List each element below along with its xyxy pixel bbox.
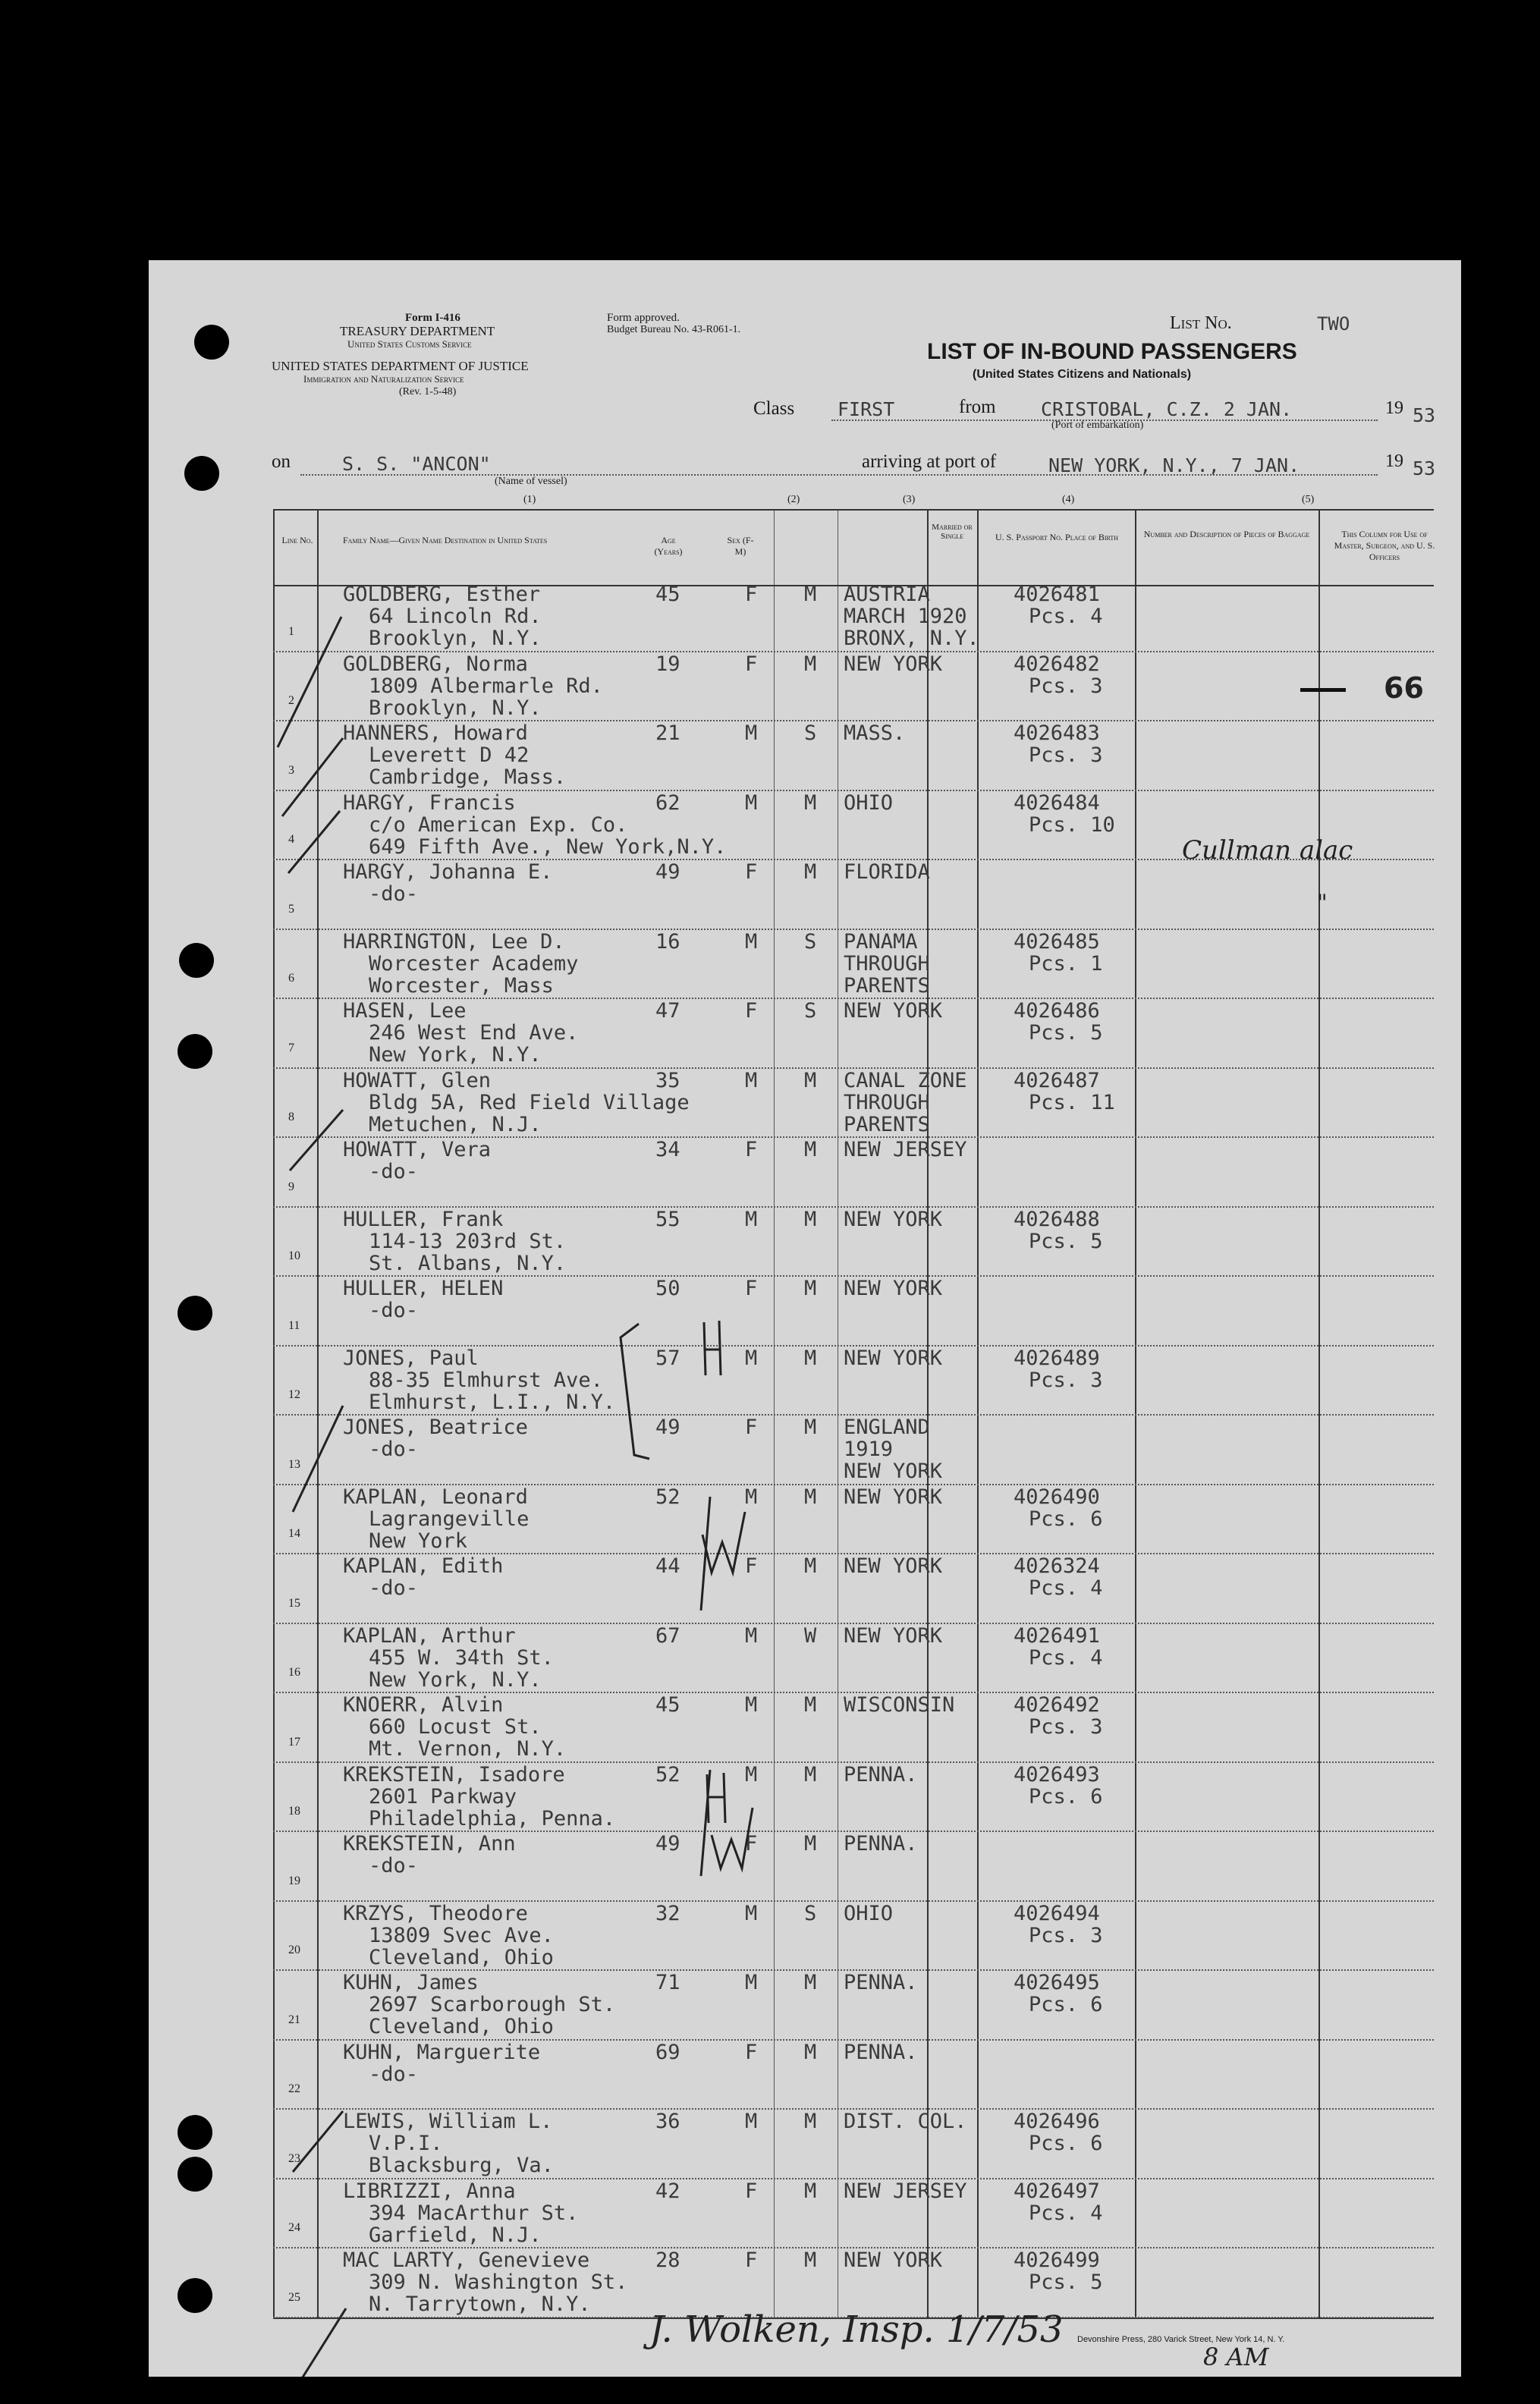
sex: F (745, 2179, 758, 2203)
age: 55 (655, 1207, 680, 1231)
family-name: HOWATT, Glen (343, 1068, 492, 1092)
address-line: Blacksburg, Va. (369, 2154, 554, 2177)
address-line: Cambridge, Mass. (369, 765, 567, 789)
baggage-pieces: Pcs. 1 (1029, 951, 1103, 976)
baggage-number: 4026489 (1014, 1346, 1100, 1370)
family-name: HANNERS, Howard (343, 721, 528, 745)
birth-place: NEW YORK (844, 1554, 943, 1578)
address-line: 2697 Scarborough St. (369, 1993, 616, 2016)
baggage-pieces: Pcs. 6 (1029, 1993, 1103, 2016)
marital-status: M (804, 1277, 817, 1300)
line-number: 25 (288, 2290, 300, 2304)
sex: M (745, 2110, 758, 2133)
sex: F (745, 1554, 758, 1578)
line-number: 5 (288, 902, 294, 916)
ins: Immigration and Naturalization Service (303, 373, 464, 385)
baggage-pieces: Pcs. 3 (1029, 1368, 1103, 1392)
customs-service: United States Customs Service (347, 338, 472, 350)
check-mark (293, 1406, 343, 1512)
address-line: 309 N. Washington St. (369, 2270, 628, 2294)
baggage-number: 4026324 (1014, 1554, 1100, 1578)
baggage-pieces: Pcs. 6 (1029, 1784, 1103, 1808)
class-value: FIRST (838, 398, 895, 420)
family-name: GOLDBERG, Esther (343, 583, 541, 606)
year-prefix-2: 19 (1385, 451, 1403, 471)
port-caption: (Port of embarkation) (1051, 420, 1144, 431)
family-name: KRZYS, Theodore (343, 1901, 528, 1925)
birth-place: NEW YORK (844, 1623, 943, 1648)
baggage-number: 4026483 (1014, 721, 1100, 745)
vessel-name: S. S. "ANCON" (342, 453, 491, 475)
col-header-name: Family Name—Given Name Destination in United States (343, 535, 548, 545)
address-line: New York, N.Y. (369, 1667, 542, 1692)
birth-place: PARENTS (844, 1112, 930, 1136)
address-line: 394 MacArthur St. (369, 2201, 579, 2225)
h-mark (704, 1321, 721, 1375)
family-name: KREKSTEIN, Isadore (343, 1762, 565, 1787)
passenger-list-sheet (149, 260, 1461, 2377)
address-line: 88-35 Elmhurst Ave. (369, 1368, 603, 1392)
embarkation-port: CRISTOBAL, C.Z. 2 JAN. (1041, 398, 1293, 420)
baggage-number: 4026486 (1014, 999, 1100, 1023)
sex: F (745, 1277, 758, 1300)
baggage-pieces: Pcs. 3 (1029, 1715, 1103, 1739)
sex: M (745, 1485, 758, 1509)
birth-place: OHIO (844, 1901, 894, 1925)
birth-place: PANAMA (844, 929, 918, 954)
birth-place: NEW YORK (844, 2248, 943, 2272)
baggage-number: 4026495 (1014, 1971, 1100, 1994)
col-header-line: Line No. (281, 535, 313, 545)
age: 49 (655, 1416, 680, 1439)
line-number: 23 (288, 2151, 300, 2165)
sex: M (745, 1971, 758, 1994)
line-number: 7 (288, 1041, 294, 1054)
line-number: 15 (288, 1596, 300, 1610)
age: 49 (655, 1832, 680, 1856)
column-number-3: (3) (903, 494, 916, 505)
vessel-caption: (Name of vessel) (495, 476, 567, 487)
col-header-baggage: Number and Description of Pieces of Baggage (1143, 529, 1310, 539)
baggage-pieces: Pcs. 3 (1029, 674, 1103, 698)
family-name: KAPLAN, Leonard (343, 1485, 528, 1509)
birth-place: NEW YORK (844, 652, 943, 676)
baggage-number: 4026491 (1014, 1623, 1100, 1648)
check-mark (293, 2111, 343, 2172)
column-number-4: (4) (1062, 494, 1075, 505)
from-label: from (959, 397, 996, 417)
address-line: -do- (369, 1160, 419, 1183)
inspector-signature: J. Wolken, Insp. 1/7/53 (649, 2308, 1064, 2351)
family-name: HULLER, Frank (343, 1207, 504, 1231)
count-annotation: 66 (1384, 671, 1424, 705)
birth-place: THROUGH (844, 1090, 930, 1114)
birth-place: 1919 (844, 1438, 894, 1461)
col-header-age: Age (Years) (654, 535, 683, 557)
address-line: Bldg 5A, Red Field Village (369, 1090, 690, 1114)
birth-place: THROUGH (844, 951, 930, 976)
address-line: N. Tarrytown, N.Y. (369, 2292, 591, 2316)
treasury-dept: TREASURY DEPARTMENT (340, 324, 495, 338)
baggage-number: 4026488 (1014, 1207, 1100, 1231)
sex: M (745, 1623, 758, 1648)
marital-status: W (804, 1623, 817, 1648)
birth-place: AUSTRIA (844, 583, 930, 606)
marital-status: M (804, 2040, 817, 2064)
line-number: 10 (288, 1249, 300, 1262)
family-name: MAC LARTY, Genevieve (343, 2248, 590, 2272)
sex: M (745, 1901, 758, 1925)
birth-place: NEW YORK (844, 1346, 943, 1370)
bracket-mark (701, 1497, 710, 1611)
age: 16 (655, 929, 680, 954)
age: 71 (655, 1971, 680, 1994)
line-number: 2 (288, 694, 294, 707)
age: 57 (655, 1346, 680, 1370)
check-mark (279, 2308, 346, 2377)
marital-status: M (804, 2110, 817, 2133)
line-number: 21 (288, 2013, 300, 2026)
sex: M (745, 790, 758, 815)
marital-status: M (804, 1971, 817, 1994)
baggage-pieces: Pcs. 4 (1029, 2201, 1103, 2225)
sex: M (745, 721, 758, 745)
address-line: 13809 Svec Ave. (369, 1923, 554, 1947)
form-approved: Form approved. (607, 312, 680, 324)
column-number-5: (5) (1302, 494, 1315, 505)
marital-status: M (804, 1554, 817, 1578)
arriving-label: arriving at port of (862, 451, 997, 472)
address-line: New York, N.Y. (369, 1043, 542, 1067)
line-number: 13 (288, 1457, 300, 1471)
address-line: Brooklyn, N.Y. (369, 696, 542, 720)
baggage-pieces: Pcs. 4 (1029, 1645, 1103, 1670)
birth-place: NEW YORK (844, 1485, 943, 1509)
line-number: 11 (288, 1318, 300, 1332)
age: 42 (655, 2179, 680, 2203)
line-number: 17 (288, 1735, 300, 1749)
address-line: Leverett D 42 (369, 743, 530, 767)
baggage-number: 4026487 (1014, 1068, 1100, 1092)
marital-status: M (804, 1693, 817, 1717)
age: 52 (655, 1485, 680, 1509)
line-number: 22 (288, 2082, 300, 2095)
check-mark (288, 811, 340, 873)
address-line: c/o American Exp. Co. (369, 812, 628, 837)
baggage-pieces: Pcs. 4 (1029, 1576, 1103, 1600)
birth-place: WISCONSIN (844, 1693, 955, 1717)
birth-place: NEW JERSEY (844, 1138, 967, 1161)
family-name: LIBRIZZI, Anna (343, 2179, 516, 2203)
line-number: 16 (288, 1666, 300, 1679)
sex: F (745, 999, 758, 1023)
address-line: 2601 Parkway (369, 1784, 517, 1808)
baggage-number: 4026496 (1014, 2110, 1100, 2133)
baggage-number: 4026490 (1014, 1485, 1100, 1509)
marital-status: M (804, 583, 817, 606)
column-number-1: (1) (523, 494, 536, 505)
address-line: -do- (369, 2062, 419, 2086)
address-line: Philadelphia, Penna. (369, 1806, 616, 1830)
family-name: KUHN, James (343, 1971, 479, 1994)
baggage-pieces: Pcs. 4 (1029, 605, 1103, 628)
sex: M (745, 1346, 758, 1370)
birth-place: MASS. (844, 721, 906, 745)
family-name: KAPLAN, Arthur (343, 1623, 516, 1648)
age: 34 (655, 1138, 680, 1161)
check-mark (278, 617, 341, 747)
marital-status: M (804, 1416, 817, 1439)
address-line: New York (369, 1529, 468, 1553)
col-header-birth: U. S. Passport No. Place of Birth (995, 532, 1119, 542)
line-number: 6 (288, 972, 294, 985)
line-number: 3 (288, 763, 294, 777)
age: 49 (655, 860, 680, 884)
birth-place: ENGLAND (844, 1416, 930, 1439)
year-2: 53 (1413, 457, 1436, 479)
address-line: Mt. Vernon, N.Y. (369, 1737, 567, 1761)
age: 36 (655, 2110, 680, 2133)
age: 32 (655, 1901, 680, 1925)
baggage-pieces: Pcs. 5 (1029, 1021, 1103, 1045)
col-header-sex: Sex (F-M) (727, 535, 754, 557)
address-line: -do- (369, 1576, 419, 1600)
age: 45 (655, 583, 680, 606)
sex: F (745, 652, 758, 676)
address-line: 455 W. 34th St. (369, 1645, 554, 1670)
age: 50 (655, 1277, 680, 1300)
family-name: KAPLAN, Edith (343, 1554, 504, 1578)
sex: F (745, 860, 758, 884)
birth-place: NEW YORK (844, 1207, 943, 1231)
sex: M (745, 929, 758, 954)
sex: F (745, 1416, 758, 1439)
birth-place: BRONX, N.Y. (844, 627, 979, 650)
address-line: Worcester, Mass (369, 973, 554, 998)
baggage-pieces: Pcs. 6 (1029, 2132, 1103, 2155)
birth-place: MARCH 1920 (844, 605, 967, 628)
family-name: HASEN, Lee (343, 999, 467, 1023)
marital-status: M (804, 1138, 817, 1161)
address-line: Elmhurst, L.I., N.Y. (369, 1390, 616, 1414)
class-label: Class (753, 398, 795, 419)
family-name: HARGY, Johanna E. (343, 860, 553, 884)
baggage-number: 4026484 (1014, 790, 1100, 815)
line-number: 9 (288, 1180, 294, 1193)
baggage-pieces: Pcs. 6 (1029, 1507, 1103, 1531)
family-name: KNOERR, Alvin (343, 1693, 504, 1717)
baggage-number: 4026482 (1014, 652, 1100, 676)
marital-status: M (804, 860, 817, 884)
address-line: Garfield, N.J. (369, 2223, 542, 2247)
address-line: St. Albans, N.Y. (369, 1251, 567, 1275)
line-number: 24 (288, 2221, 300, 2234)
address-line: V.P.I. (369, 2132, 443, 2155)
address-line: -do- (369, 1299, 419, 1322)
sex: M (745, 1068, 758, 1092)
age: 21 (655, 721, 680, 745)
birth-place: OHIO (844, 790, 894, 815)
address-line: 1809 Albermarle Rd. (369, 674, 603, 698)
family-name: HOWATT, Vera (343, 1138, 492, 1161)
baggage-pieces: Pcs. 5 (1029, 1229, 1103, 1253)
inspection-marks (149, 260, 1461, 2377)
address-line: Metuchen, N.J. (369, 1112, 542, 1136)
sex: F (745, 2040, 758, 2064)
form-title: LIST OF IN-BOUND PASSENGERS (927, 339, 1297, 364)
bracket-mark (701, 1770, 710, 1876)
printer-imprint: Devonshire Press, 280 Varick Street, New York 14, N. Y. (1077, 2335, 1285, 2344)
check-mark (282, 738, 343, 816)
budget-bureau: Budget Bureau No. 43-R061-1. (607, 324, 741, 335)
w-mark (712, 1808, 753, 1868)
family-name: JONES, Beatrice (343, 1416, 528, 1439)
col-header-officers: This Column for Use of Master, Surgeon, and U. S. Officers (1334, 529, 1435, 562)
line-number: 4 (288, 833, 294, 846)
address-line: 114-13 203rd St. (369, 1229, 567, 1253)
birth-place: NEW YORK (844, 1460, 943, 1483)
age: 45 (655, 1693, 680, 1717)
list-no-label: List No. (1170, 313, 1232, 333)
birth-place: PARENTS (844, 973, 930, 998)
baggage-pieces: Pcs. 10 (1029, 812, 1115, 837)
address-line: Worcester Academy (369, 951, 579, 976)
address-line: 246 West End Ave. (369, 1021, 579, 1045)
marital-status: M (804, 2179, 817, 2203)
marital-status: M (804, 1068, 817, 1092)
age: 67 (655, 1623, 680, 1648)
justice-dept: UNITED STATES DEPARTMENT OF JUSTICE (272, 359, 529, 373)
line-number: 14 (288, 1527, 300, 1540)
age: 28 (655, 2248, 680, 2272)
family-name: KUHN, Marguerite (343, 2040, 541, 2064)
marital-status: M (804, 2248, 817, 2272)
family-name: KREKSTEIN, Ann (343, 1832, 516, 1856)
birth-place: DIST. COL. (844, 2110, 967, 2133)
baggage-number: 4026481 (1014, 583, 1100, 606)
birth-place: PENNA. (844, 1762, 918, 1787)
address-line: -do- (369, 1854, 419, 1878)
age: 52 (655, 1762, 680, 1787)
marital-status: S (804, 1901, 817, 1925)
line-number: 1 (288, 624, 294, 638)
check-mark (290, 1110, 343, 1171)
line-number: 18 (288, 1805, 300, 1818)
marital-status: S (804, 999, 817, 1023)
ditto-mark: " (1317, 890, 1328, 916)
family-name: LEWIS, William L. (343, 2110, 553, 2133)
baggage-number: 4026494 (1014, 1901, 1100, 1925)
column-number-2: (2) (787, 494, 800, 505)
age: 62 (655, 790, 680, 815)
inspection-time: 8 AM (1203, 2343, 1269, 2371)
sex: M (745, 1207, 758, 1231)
marital-status: M (804, 1207, 817, 1231)
line-number: 8 (288, 1111, 294, 1123)
sex: F (745, 583, 758, 606)
baggage-number: 4026492 (1014, 1693, 1100, 1717)
family-name: JONES, Paul (343, 1346, 479, 1370)
birth-place: NEW YORK (844, 1277, 943, 1300)
line-number: 12 (288, 1388, 300, 1401)
baggage-pieces: Pcs. 3 (1029, 1923, 1103, 1947)
baggage-number: 4026499 (1014, 2248, 1100, 2272)
address-line: 649 Fifth Ave., New York,N.Y. (369, 834, 727, 859)
family-name: HARRINGTON, Lee D. (343, 929, 565, 954)
birth-place: CANAL ZONE (844, 1068, 967, 1092)
year-prefix-1: 19 (1385, 398, 1403, 418)
sex: F (745, 2248, 758, 2272)
address-line: Cleveland, Ohio (369, 1945, 554, 1969)
col-header-married: Married or Single (932, 523, 973, 541)
age: 69 (655, 2040, 680, 2064)
on-label: on (272, 451, 291, 472)
address-line: 64 Lincoln Rd. (369, 605, 542, 628)
birth-place: PENNA. (844, 2040, 918, 2064)
marital-status: S (804, 721, 817, 745)
marital-status: M (804, 652, 817, 676)
sex: F (745, 1138, 758, 1161)
baggage-number: 4026493 (1014, 1762, 1100, 1787)
address-line: 660 Locust St. (369, 1715, 542, 1739)
sex: F (745, 1832, 758, 1856)
family-name: HULLER, HELEN (343, 1277, 504, 1300)
line-number: 20 (288, 1944, 300, 1956)
address-line: -do- (369, 882, 419, 906)
marital-status: S (804, 929, 817, 954)
year-1: 53 (1413, 404, 1436, 426)
form-subtitle: (United States Citizens and Nationals) (973, 368, 1192, 381)
address-line: -do- (369, 1438, 419, 1461)
line-number: 19 (288, 1874, 300, 1887)
form-number: Form I-416 (405, 312, 460, 324)
age: 35 (655, 1068, 680, 1092)
age: 47 (655, 999, 680, 1023)
arrival-port: NEW YORK, N.Y., 7 JAN. (1048, 454, 1300, 476)
birth-place: PENNA. (844, 1832, 918, 1856)
birth-place: PENNA. (844, 1971, 918, 1994)
revision: (Rev. 1-5-48) (399, 386, 457, 398)
family-name: HARGY, Francis (343, 790, 516, 815)
address-line: Brooklyn, N.Y. (369, 627, 542, 650)
sex: M (745, 1762, 758, 1787)
birth-place: FLORIDA (844, 860, 930, 884)
birth-place: NEW YORK (844, 999, 943, 1023)
address-line: Lagrangeville (369, 1507, 530, 1531)
officer-note: Cullman alac (1182, 835, 1353, 866)
baggage-pieces: Pcs. 5 (1029, 2270, 1103, 2294)
marital-status: M (804, 1485, 817, 1509)
family-name: GOLDBERG, Norma (343, 652, 528, 676)
birth-place: NEW JERSEY (844, 2179, 967, 2203)
sex: M (745, 1693, 758, 1717)
bracket-mark (621, 1324, 649, 1459)
marital-status: M (804, 1762, 817, 1787)
age: 44 (655, 1554, 680, 1578)
marital-status: M (804, 1346, 817, 1370)
list-no-value: TWO (1317, 313, 1350, 335)
baggage-pieces: Pcs. 3 (1029, 743, 1103, 767)
baggage-number: 4026485 (1014, 929, 1100, 954)
baggage-pieces: Pcs. 11 (1029, 1090, 1115, 1114)
age: 19 (655, 652, 680, 676)
address-line: Cleveland, Ohio (369, 2015, 554, 2038)
marital-status: M (804, 1832, 817, 1856)
baggage-number: 4026497 (1014, 2179, 1100, 2203)
marital-status: M (804, 790, 817, 815)
